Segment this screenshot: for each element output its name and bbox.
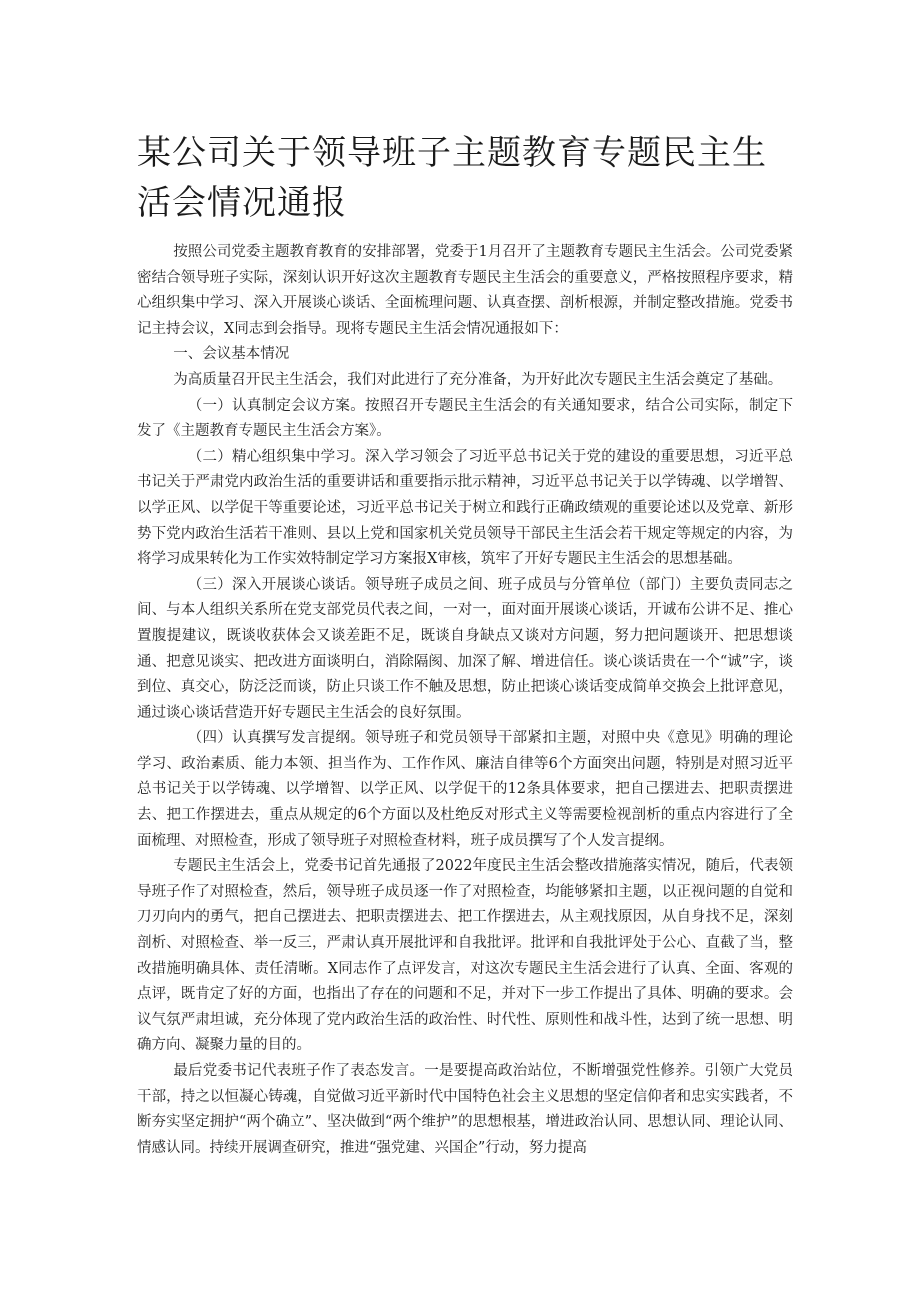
paragraph-preparation: 为高质量召开民主生活会，我们对此进行了充分准备，为开好此次专题民主生活会奠定了基础。 bbox=[173, 371, 783, 388]
paragraph-closing: 最后党委书记代表班子作了表态发言。一是要提高政治站位，不断增强党性修养。引领广大党员干部，持之以恒凝心铸魂，自觉做习近平新时代中国特色社会主义思想的坚定信仰者和忠实实践者，不断夯实坚定拥护“两个确立”、坚决做到“两个维护”的思想根基，增进政治认同、思想认同、理论认同、情感认同。持续开展调查研究，推进“强党建、兴国企”行动，努力提高 bbox=[137, 1063, 793, 1156]
document-body bbox=[137, 240, 793, 1161]
paragraph-item-2: （二）精心组织集中学习。深入学习领会了习近平总书记关于党的建设的重要思想，习近平总书记关于严肃党内政治生活的重要讲话和重要指示批示精神，习近平总书记关于以学铸魂、以学增智、以学正风、以学促干等重要论述，习近平总书记关于树立和践行正确政绩观的重要论述以及党章、新形势下党内政治生活若干准则、县以上党和国家机关党员领导干部民主生活会若干规定等规定的内容，为将学习成果转化为工作实效特制定学习方案报X审核，筑牢了开好专题民主生活会的思想基础。 bbox=[137, 448, 793, 568]
paragraph-item-4: （四）认真撰写发言提纲。领导班子和党员领导干部紧扣主题，对照中央《意见》明确的理论学习、政治素质、能力本领、担当作为、工作作风、廉洁自律等6个方面突出问题，特别是对照习近平总书记关于以学铸魂、以学增智、以学正风、以学促干的12条具体要求，把自己摆进去、把职责摆进去、把工作摆进去，重点从规定的6个方面以及杜绝反对形式主义等需要检视剖析的重点内容进行了全面梳理、对照检查，形成了领导班子对照检查材料，班子成员撰写了个人发言提纲。 bbox=[137, 730, 793, 849]
paragraph-item-3: （三）深入开展谈心谈话。领导班子成员之间、班子成员与分管单位（部门）主要负责同志之间、与本人组织关系所在党支部党员代表之间，一对一，面对面开展谈心谈话，开诚布公讲不足、推心置腹提建议，既谈收获体会又谈差距不足，既谈自身缺点又谈对方问题，努力把问题谈开、把思想谈通、把意见谈实、把改进方面谈明白，消除隔阂、加深了解、增进信任。谈心谈话贵在一个“诚”字，谈到位、真交心，防泛泛而谈，防止只谈工作不触及思想，防止把谈心谈话变成简单交换会上批评意见，通过谈心谈话营造开好专题民主生活会的良好氛围。 bbox=[137, 576, 793, 721]
paragraph-intro: 按照公司党委主题教育教育的安排部署，党委于1月召开了主题教育专题民主生活会。公司党委紧密结合领导班子实际，深刻认识开好这次主题教育专题民主生活会的重要意义，严格按照程序要求，精心组织集中学习、深入开展谈心谈话、全面梳理问题、认真查摆、剖析根源，并制定整改措施。党委书记主持会议，X同志到会指导。现将专题民主生活会情况通报如下： bbox=[137, 244, 793, 337]
paragraph-item-1: （一）认真制定会议方案。按照召开专题民主生活会的有关通知要求，结合公司实际，制定下发了《主题教育专题民主生活会方案》。 bbox=[137, 397, 793, 440]
document-title: 某公司关于领导班子主题教育专题民主生活会情况通报 bbox=[137, 133, 767, 223]
paragraph-meeting: 专题民主生活会上，党委书记首先通报了2022年度民主生活会整改措施落实情况，随后，代表领导班子作了对照检查，然后，领导班子成员逐一作了对照检查，均能够紧扣主题，以正视问题的自觉和刀刃向内的勇气，把自己摆进去、把职责摆进去、把工作摆进去，从主观找原因，从自身找不足，深刻剖析、对照检查、举一反三，严肃认真开展批评和自我批评。批评和自我批评处于公心、直截了当，整改措施明确具体、责任清晰。X同志作了点评发言，对这次专题民主生活会进行了认真、全面、客观的点评，既肯定了好的方面，也指出了存在的问题和不足，并对下一步工作提出了具体、明确的要求。会议气氛严肃坦诚，充分体现了党内政治生活的政治性、时代性、原则性和战斗性，达到了统一思想、明确方向、凝聚力量的目的。 bbox=[137, 858, 793, 1054]
section-heading-1: 一、会议基本情况 bbox=[173, 346, 290, 363]
